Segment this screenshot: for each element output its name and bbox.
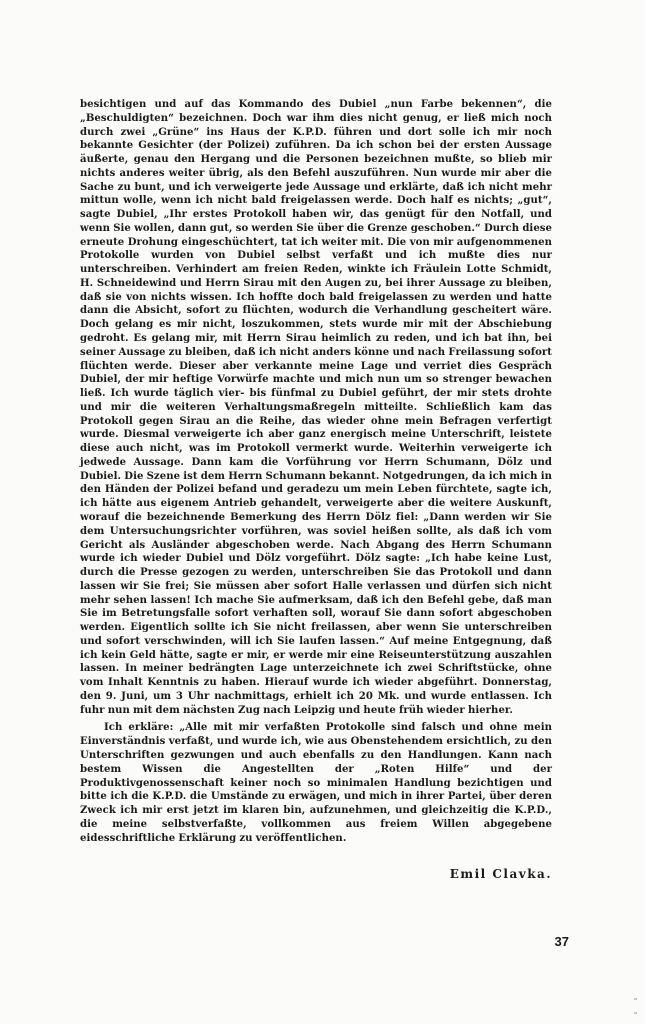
signature: Emil Clavka. [449,867,552,881]
paragraph-declaration: Ich erkläre: „Alle mit mir verfaßten Protokolle sind falsch und ohne mein Einverständnis verfaßt, und wurde ich, wie aus Obenstehendem ersichtlich, zu den Unterschriften gezwungen und auch ebenfalls zu den Handlungen. Kann nach bestem Wissen die Angestellten der „Roten Hilfe“ und der Produktivgenossenschaft keiner noch so minimalen Handlung bezichtigen und bitte ich die K.P.D. die Umstände zu erwägen, und mich in ihrer Partei, über deren Zweck ich mir erst jetzt im klaren bin, aufzunehmen, und gleichzeitig die K.P.D., die meine selbstverfaßte, vollkommen aus freiem Willen abgegebene eidesschriftliche Erklärung zu veröffentlichen. [80,722,552,844]
margin-mark [634,998,637,1000]
paragraph-testimony: besichtigen und auf das Kommando des Dubiel „nun Farbe bekennen“, die „Beschuldigten“ bezeichnen. Doch war ihm dies nicht genug, er ließ mich noch durch zwei „Grüne“ ins Haus der K.P.D. führen und dort solle ich mir noch bekannte Gesichter (der Polizei) zuführen. Da ich schon bei der ersten Aussage äußerte, genau den Hergang und die Personen bezeichnen mußte, so blieb mir nichts anderes weiter übrig, als den Befehl auszuführen. Nun wurde mir aber die Sache zu bunt, und ich verweigerte jede Aussage und erklärte, daß ich nicht mehr mittun wolle, wenn ich nicht bald freigelassen werde. Doch half es nichts; „gut“, sagte Dubiel, „Ihr erstes Protokoll haben wir, das genügt für den Notfall, und wenn Sie wollen, dann gut, so werden Sie über die Grenze geschoben.“ Durch diese erneute Drohung eingeschüchtert, tat ich weiter mit. Die von mir aufgenommenen Protokolle wurden von Dubiel selbst verfaßt und ich mußte dies nur unterschreiben. Verhindert am freien Reden, winkte ich Fräulein Lotte Schmidt, H. Schneidewind und Herrn Sirau mit den Augen zu, bei ihrer Aussage zu bleiben, daß sie von nichts wissen. Ich hoffte doch bald freigelassen zu werden und hatte dann die Absicht, sofort zu flüchten, wodurch die Verhandlung gescheitert wäre. Doch gelang es mir nicht, loszukommen, stets wurde mir mit der Abschiebung gedroht. Es gelang mir, mit Herrn Sirau heimlich zu reden, und ich bat ihn, bei seiner Aussage zu bleiben, daß ich nicht anders könne und nach Freilassung sofort flüchten werde. Dieser aber verkannte meine Lage und verriet dies Gespräch Dubiel, der mir heftige Vorwürfe machte und mich nun um so strenger bewachen ließ. Ich wurde täglich vier- bis fünfmal zu Dubiel geführt, der mir stets drohte und mir die weiteren Verhaltungsmaßregeln mitteilte. Schließlich kam das Protokoll gegen Sirau an die Reihe, das wieder ohne mein Befragen verfertigt wurde. Diesmal verweigerte ich aber ganz energisch meine Unterschrift, leistete diese auch nicht, was im Protokoll vermerkt wurde. Weiterhin verweigerte ich jedwede Aussage. Dann kam die Vorführung vor Herrn Schumann, Dölz und Dubiel. Die Szene ist dem Herrn Schumann bekannt. Notgedrungen, da ich mich in den Händen der Polizei befand und geradezu um mein Leben fürchtete, sagte ich, ich hätte aus eigenem Antrieb gehandelt, verweigerte aber die weitere Auskunft, worauf die bezeichnende Bemerkung des Herrn Dölz fiel: „Dann werden wir Sie dem Untersuchungsrichter vorführen, was soviel heißen sollte, als daß ich vom Gericht als Ausländer abgeschoben werde. Nach Abgang des Herrn Schumann wurde ich wieder Dubiel und Dölz vorgeführt. Dölz sagte: „Ich habe keine Lust, durch die Presse gezogen zu werden, unterschreiben Sie das Protokoll und dann lassen wir Sie frei; Sie müssen aber sofort Halle verlassen und dürfen sich nicht mehr sehen lassen! Ich mache Sie aufmerksam, daß ich den Befehl gebe, daß man Sie im Betretungsfalle sofort verhaften soll, worauf Sie dann sofort abgeschoben werden. Eigentlich sollte ich Sie nicht freilassen, aber wenn Sie unterschreiben und sofort verschwinden, will ich Sie laufen lassen.“ Auf meine Entgegnung, daß ich kein Geld hätte, sagte er mir, er werde mir eine Reiseunterstützung auszahlen lassen. In meiner bedrängten Lage unterzeichnete ich zwei Schriftstücke, ohne vom Inhalt Kenntnis zu haben. Hierauf wurde ich wieder abgeführt. Donnerstag, den 9. Juni, um 3 Uhr nachmittags, erhielt ich 20 Mk. und wurde entlassen. Ich fuhr nun mit dem nächsten Zug nach Leipzig und heute früh wieder hierher. [80,99,552,716]
page-number: 37 [554,934,569,949]
margin-mark [634,1012,637,1014]
body-text [80,98,552,845]
